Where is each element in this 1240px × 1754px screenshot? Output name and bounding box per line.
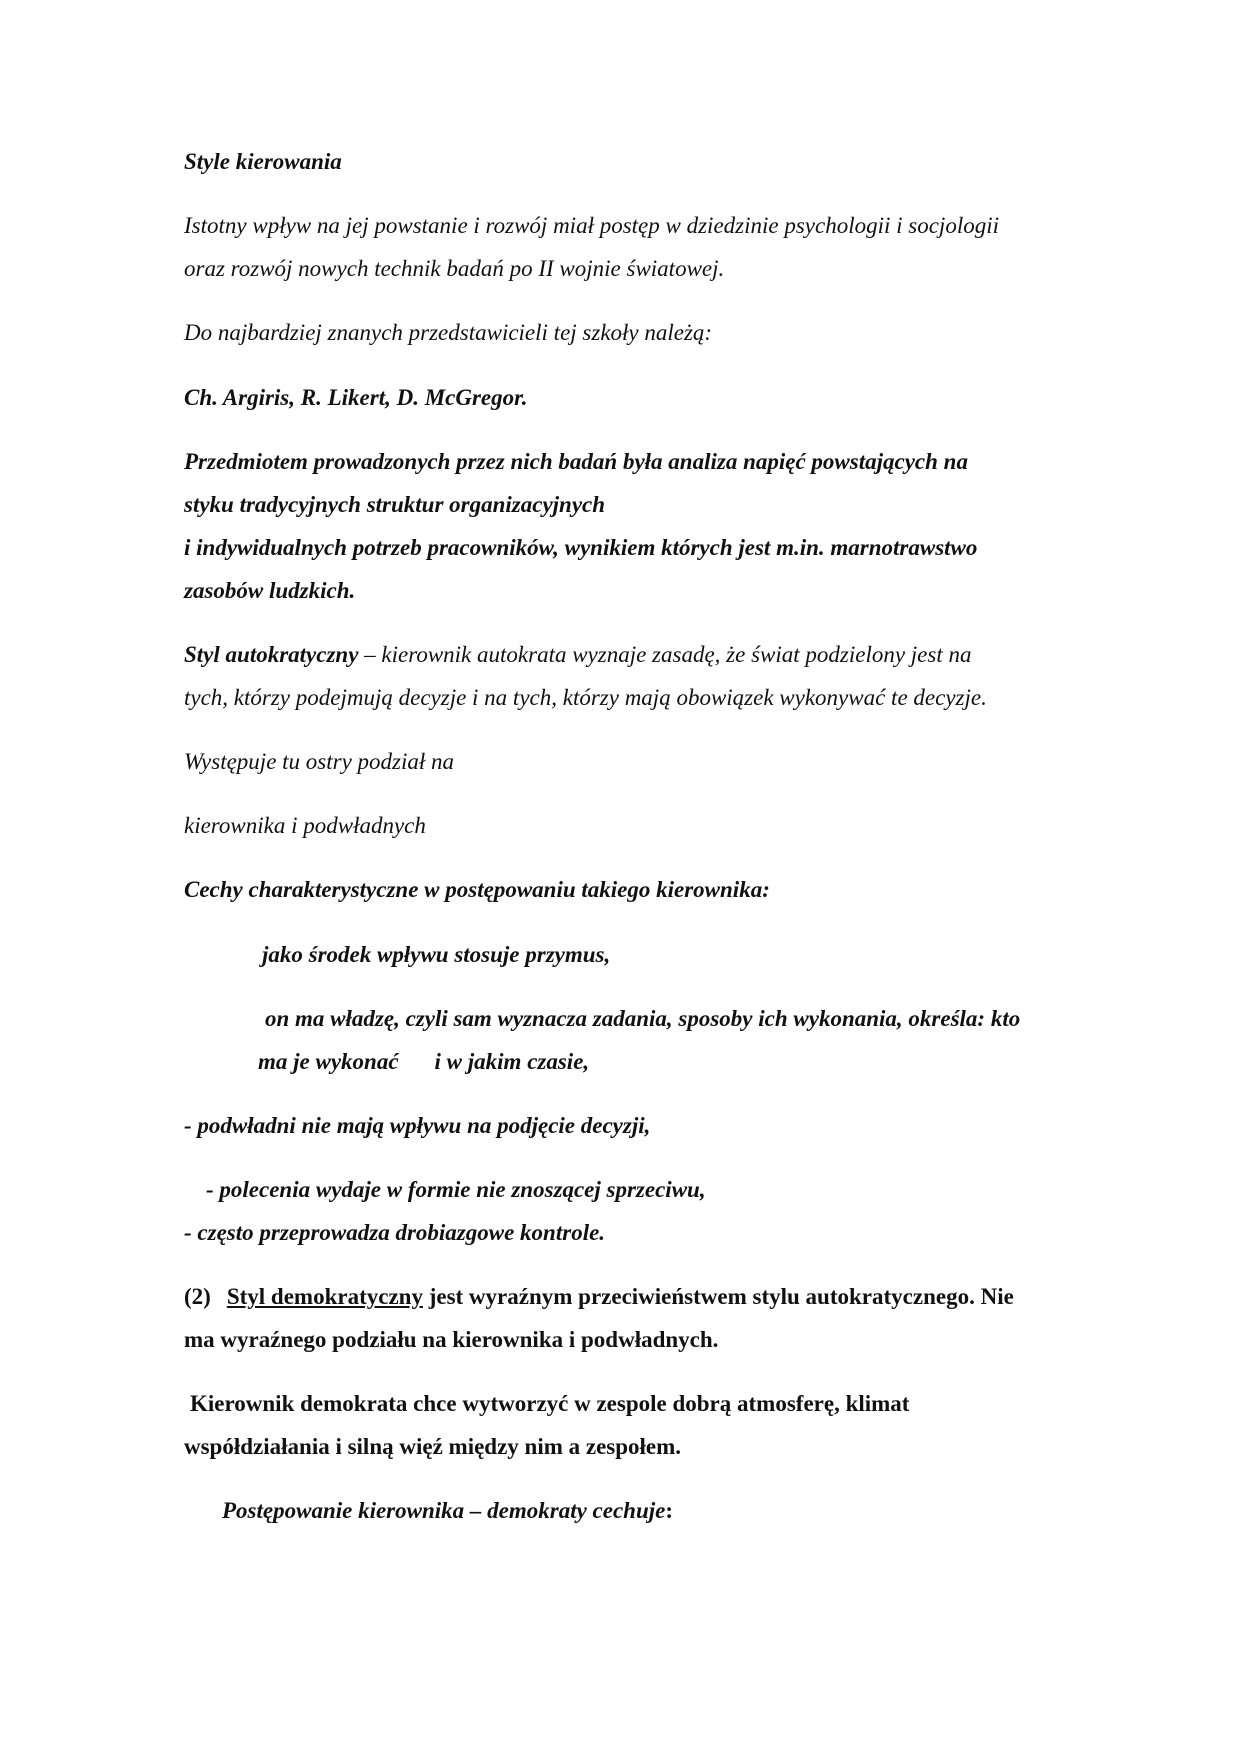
- conduct-heading-text: Postępowanie kierownika – demokraty cechuje: [222, 1498, 666, 1523]
- democratic-line-1: [184, 1282, 1014, 1312]
- autocratic-definition: – kierownik autokrata wyznaje zasadę, że świat podzielony jest na: [358, 642, 972, 667]
- representatives-intro: Do najbardziej znanych przedstawicieli tej szkoły należą:: [184, 320, 713, 345]
- division-line-2: kierownika i podwładnych: [184, 813, 426, 838]
- feature-power-when: i w jakim czasie,: [434, 1049, 590, 1074]
- democratic-term: Styl demokratyczny: [226, 1284, 423, 1309]
- feature-no-influence: - podwładni nie mają wpływu na podjęcie decyzji,: [184, 1113, 651, 1138]
- feature-power-who: ma je wykonać: [258, 1049, 399, 1074]
- research-line-3: i indywidualnych potrzeb pracowników, wynikiem których jest m.in. marnotrawstwo: [184, 535, 978, 560]
- democratic-para-2-line-1: Kierownik demokrata chce wytworzyć w zespole dobrą atmosferę, klimat: [190, 1391, 910, 1416]
- conduct-heading-colon: :: [665, 1498, 674, 1523]
- division-line-1: Występuje tu ostry podział na: [184, 749, 455, 774]
- democratic-number: (2): [184, 1284, 211, 1309]
- intro-line-2: oraz rozwój nowych technik badań po II wojnie światowej.: [184, 256, 725, 281]
- democratic-definition: jest wyraźnym przeciwieństwem stylu autokratycznego. Nie: [422, 1284, 1014, 1309]
- democratic-para-2-line-2: współdziałania i silną więź między nim a zespołem.: [184, 1434, 682, 1459]
- democratic-line-2: ma wyraźnego podziału na kierownika i podwładnych.: [184, 1327, 719, 1352]
- research-line-1: Przedmiotem prowadzonych przez nich badań była analiza napięć powstających na: [184, 449, 968, 474]
- features-heading: Cechy charakterystyczne w postępowaniu takiego kierownika:: [184, 877, 770, 902]
- autocratic-line-2: tych, którzy podejmują decyzje i na tych, którzy mają obowiązek wykonywać te decyzje.: [184, 685, 987, 710]
- conduct-heading: [222, 1496, 673, 1526]
- feature-inspections: - często przeprowadza drobiazgowe kontrole.: [184, 1220, 606, 1245]
- feature-orders: - polecenia wydaje w formie nie znoszącej sprzeciwu,: [206, 1177, 706, 1202]
- feature-power-line-2: [258, 1047, 589, 1077]
- autocratic-term: Styl autokratyczny: [184, 642, 359, 667]
- representatives-names: Ch. Argiris, R. Likert, D. McGregor.: [184, 385, 528, 410]
- intro-line-1: Istotny wpływ na jej powstanie i rozwój miał postęp w dziedzinie psychologii i socjologii: [184, 213, 999, 238]
- page-title: Style kierowania: [184, 149, 342, 174]
- feature-coercion: jako środek wpływu stosuje przymus,: [262, 942, 611, 967]
- research-line-4: zasobów ludzkich.: [184, 578, 356, 603]
- autocratic-line-1: [184, 640, 971, 670]
- research-line-2: styku tradycyjnych struktur organizacyjnych: [184, 492, 606, 517]
- feature-power-line-1: on ma władzę, czyli sam wyznacza zadania, sposoby ich wykonania, określa: kto: [265, 1006, 1021, 1031]
